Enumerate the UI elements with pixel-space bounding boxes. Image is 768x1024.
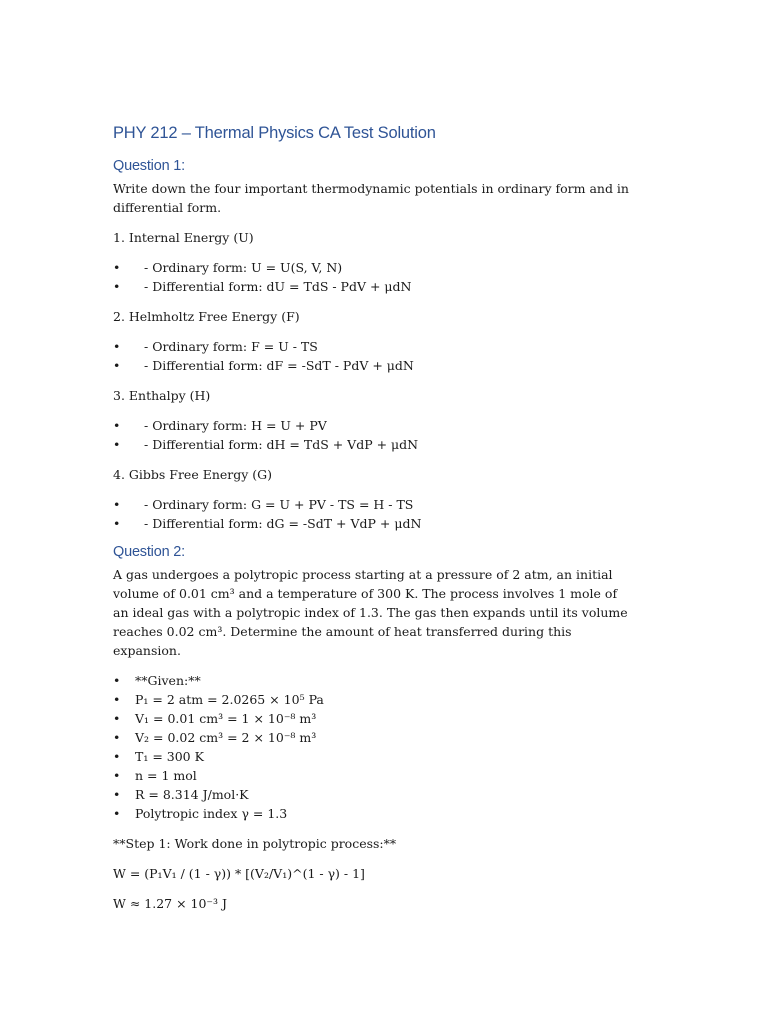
question-2-heading: Question 2: (113, 544, 185, 560)
bullet-icon: • (113, 437, 121, 452)
bullet-icon: • (113, 673, 121, 688)
ordinary-form-text: - Ordinary form: F = U - TS (144, 339, 318, 354)
list-item (113, 690, 633, 709)
bullet-icon: • (113, 339, 121, 354)
step-1-label: **Step 1: Work done in polytropic process:** (113, 836, 397, 851)
bullet-icon: • (113, 516, 121, 531)
bullet-icon: • (113, 260, 121, 275)
enthalpy-list (113, 416, 633, 454)
bullet-icon: • (113, 711, 121, 726)
bullet-icon: • (113, 768, 121, 783)
internal-energy-list (113, 258, 633, 296)
bullet-icon: • (113, 418, 121, 433)
bullet-icon: • (113, 358, 121, 373)
list-item (113, 356, 633, 375)
list-item (113, 514, 633, 533)
bullet-icon: • (113, 806, 121, 821)
section-label-internal-energy: 1. Internal Energy (U) (113, 230, 254, 245)
work-result: W ≈ 1.27 × 10⁻³ J (113, 896, 228, 911)
list-item (113, 766, 633, 785)
given-item-text: V₂ = 0.02 cm³ = 2 × 10⁻⁸ m³ (135, 730, 317, 745)
ordinary-form-text: - Ordinary form: H = U + PV (144, 418, 327, 433)
list-item (113, 277, 633, 296)
given-item-text: **Given:** (135, 673, 201, 688)
ordinary-form-text: - Ordinary form: U = U(S, V, N) (144, 260, 343, 275)
section-label-helmholtz: 2. Helmholtz Free Energy (F) (113, 309, 300, 324)
section-label-gibbs: 4. Gibbs Free Energy (G) (113, 467, 273, 482)
list-item (113, 495, 633, 514)
document-title: PHY 212 – Thermal Physics CA Test Solution (113, 124, 436, 142)
given-item-text: n = 1 mol (135, 768, 197, 783)
bullet-icon: • (113, 692, 121, 707)
question-1-prompt: Write down the four important thermodynamic potentials in ordinary form and in differential form. (113, 181, 629, 215)
list-item (113, 258, 633, 277)
work-formula: W = (P₁V₁ / (1 - γ)) * [(V₂/V₁)^(1 - γ) - 1] (113, 866, 365, 881)
list-item (113, 435, 633, 454)
question-2-prompt: A gas undergoes a polytropic process starting at a pressure of 2 atm, an initial volume of 0.01 cm³ and a temperature of 300 K. The process involves 1 mole of an ideal gas with a polytropic index of 1.3. The gas then expands until its volume reaches 0.02 cm³. Determine the amount of heat transferred during this expansion. (113, 567, 628, 658)
list-item (113, 709, 633, 728)
given-item-text: P₁ = 2 atm = 2.0265 × 10⁵ Pa (135, 692, 324, 707)
list-item (113, 337, 633, 356)
bullet-icon: • (113, 279, 121, 294)
section-label-enthalpy: 3. Enthalpy (H) (113, 388, 211, 403)
given-item-text: R = 8.314 J/mol·K (135, 787, 249, 802)
list-item (113, 804, 633, 823)
bullet-icon: • (113, 730, 121, 745)
given-item-text: V₁ = 0.01 cm³ = 1 × 10⁻⁸ m³ (135, 711, 317, 726)
differential-form-text: - Differential form: dF = -SdT - PdV + μdN (144, 358, 414, 373)
document-content (113, 124, 633, 924)
helmholtz-list (113, 337, 633, 375)
given-item-text: Polytropic index γ = 1.3 (135, 806, 288, 821)
list-item (113, 416, 633, 435)
bullet-icon: • (113, 749, 121, 764)
given-item-text: T₁ = 300 K (135, 749, 204, 764)
given-list (113, 671, 633, 823)
bullet-icon: • (113, 497, 121, 512)
bullet-icon: • (113, 787, 121, 802)
differential-form-text: - Differential form: dH = TdS + VdP + μdN (144, 437, 419, 452)
differential-form-text: - Differential form: dG = -SdT + VdP + μdN (144, 516, 422, 531)
gibbs-list (113, 495, 633, 533)
list-item (113, 785, 633, 804)
differential-form-text: - Differential form: dU = TdS - PdV + μdN (144, 279, 412, 294)
list-item (113, 747, 633, 766)
list-item (113, 728, 633, 747)
list-item (113, 671, 633, 690)
question-1-heading: Question 1: (113, 158, 185, 174)
ordinary-form-text: - Ordinary form: G = U + PV - TS = H - TS (144, 497, 414, 512)
